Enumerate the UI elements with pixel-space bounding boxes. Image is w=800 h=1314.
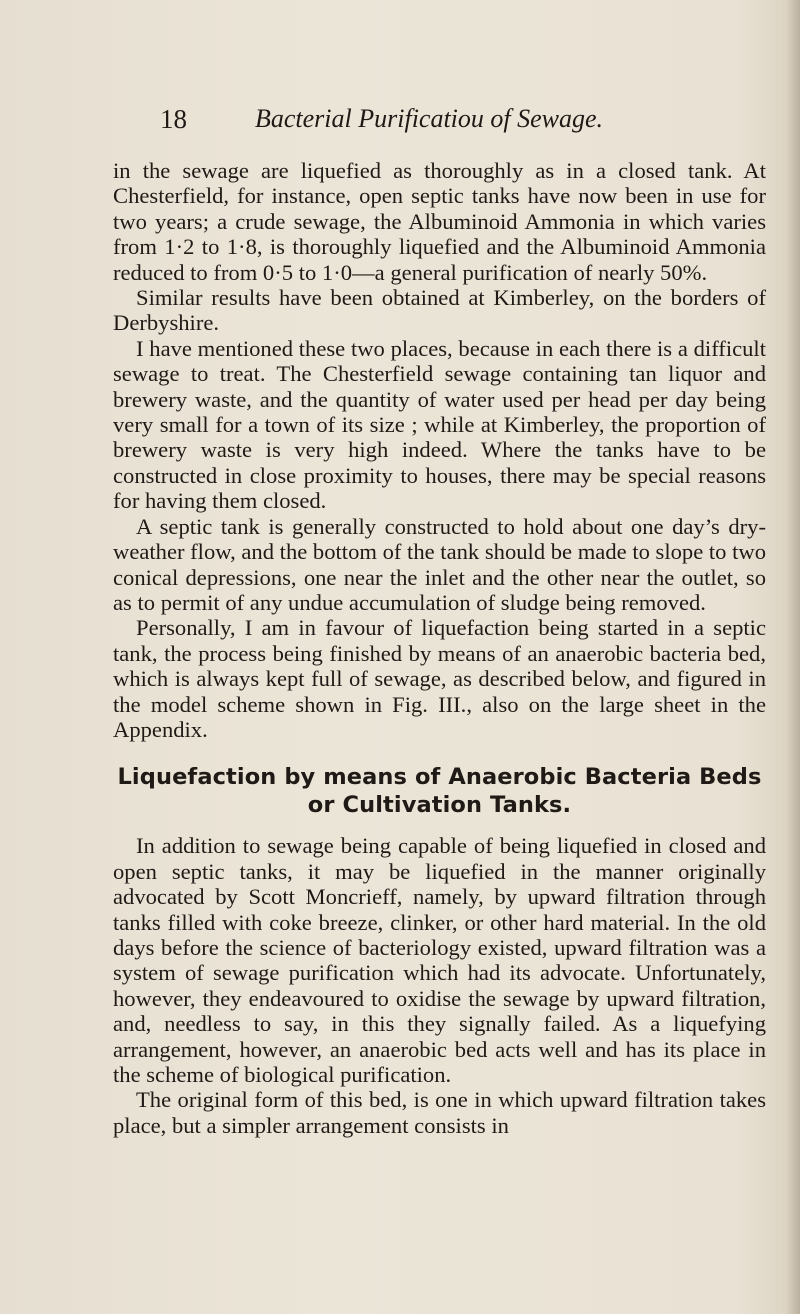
paragraph: A septic tank is generally constructed to hold about one day’s dry-weather flow, and the bottom of the tank should be made to slope to two conical depressions, one near the inlet and the other near the outlet, so as to permit of any undue accumulation of sludge being removed.	[113, 513, 766, 615]
section-heading	[113, 763, 766, 819]
page-number: 18	[160, 104, 187, 134]
paragraph: In addition to sewage being capable of being liquefied in closed and open septic tanks, it may be liquefied in the manner originally advocated by Scott Moncrieff, namely, by upward filtration through tanks filled with coke breeze, clinker, or other hard material. In the old days before the science of bacteriology existed, upward filtration was a system of sewage purification which had its advocate. Unfortunately, however, they endeavoured to oxidise the sewage by upward filtration, and, needless to say, in this they signally failed. As a liquefying arrangement, however, an anaerobic bed acts well and has its place in the scheme of biological purification.	[113, 833, 766, 1087]
page-body	[113, 158, 766, 1138]
paragraph: in the sewage are liquefied as thoroughly as in a closed tank. At Chesterfield, for instance, open septic tanks have now been in use for two years; a crude sewage, the Albuminoid Ammonia in which varies from 1·2 to 1·8, is thoroughly liquefied and the Albuminoid Ammonia reduced to from 0·5 to 1·0—a general purification of nearly 50%.	[113, 158, 766, 285]
page-edge-shadow	[786, 0, 800, 1314]
running-title: Bacterial Purificatiou of Sewage.	[255, 104, 604, 133]
paragraph: Personally, I am in favour of liquefaction being started in a septic tank, the process being finished by means of an anaerobic bacteria bed, which is always kept full of sewage, as described below, and figured in the model scheme shown in Fig. III., also on the large sheet in the Appendix.	[113, 615, 766, 742]
section-heading-line-1: Liquefaction by means of Anaerobic Bacteria Beds	[117, 764, 762, 791]
paragraph: The original form of this bed, is one in which upward filtration takes place, but a simpler arrangement consists in	[113, 1087, 766, 1138]
paragraph: I have mentioned these two places, because in each there is a difficult sewage to treat. The Chesterfield sewage containing tan liquor and brewery waste, and the quantity of water used per head per day being very small for a town of its size ; while at Kimberley, the proportion of brewery waste is very high indeed. Where the tanks have to be constructed in close proximity to houses, there may be special reasons for having them closed.	[113, 335, 766, 514]
section-heading-line-2: or Cultivation Tanks.	[307, 792, 572, 819]
paragraph: Similar results have been obtained at Kimberley, on the borders of Derbyshire.	[113, 285, 766, 336]
page-header	[160, 104, 720, 144]
